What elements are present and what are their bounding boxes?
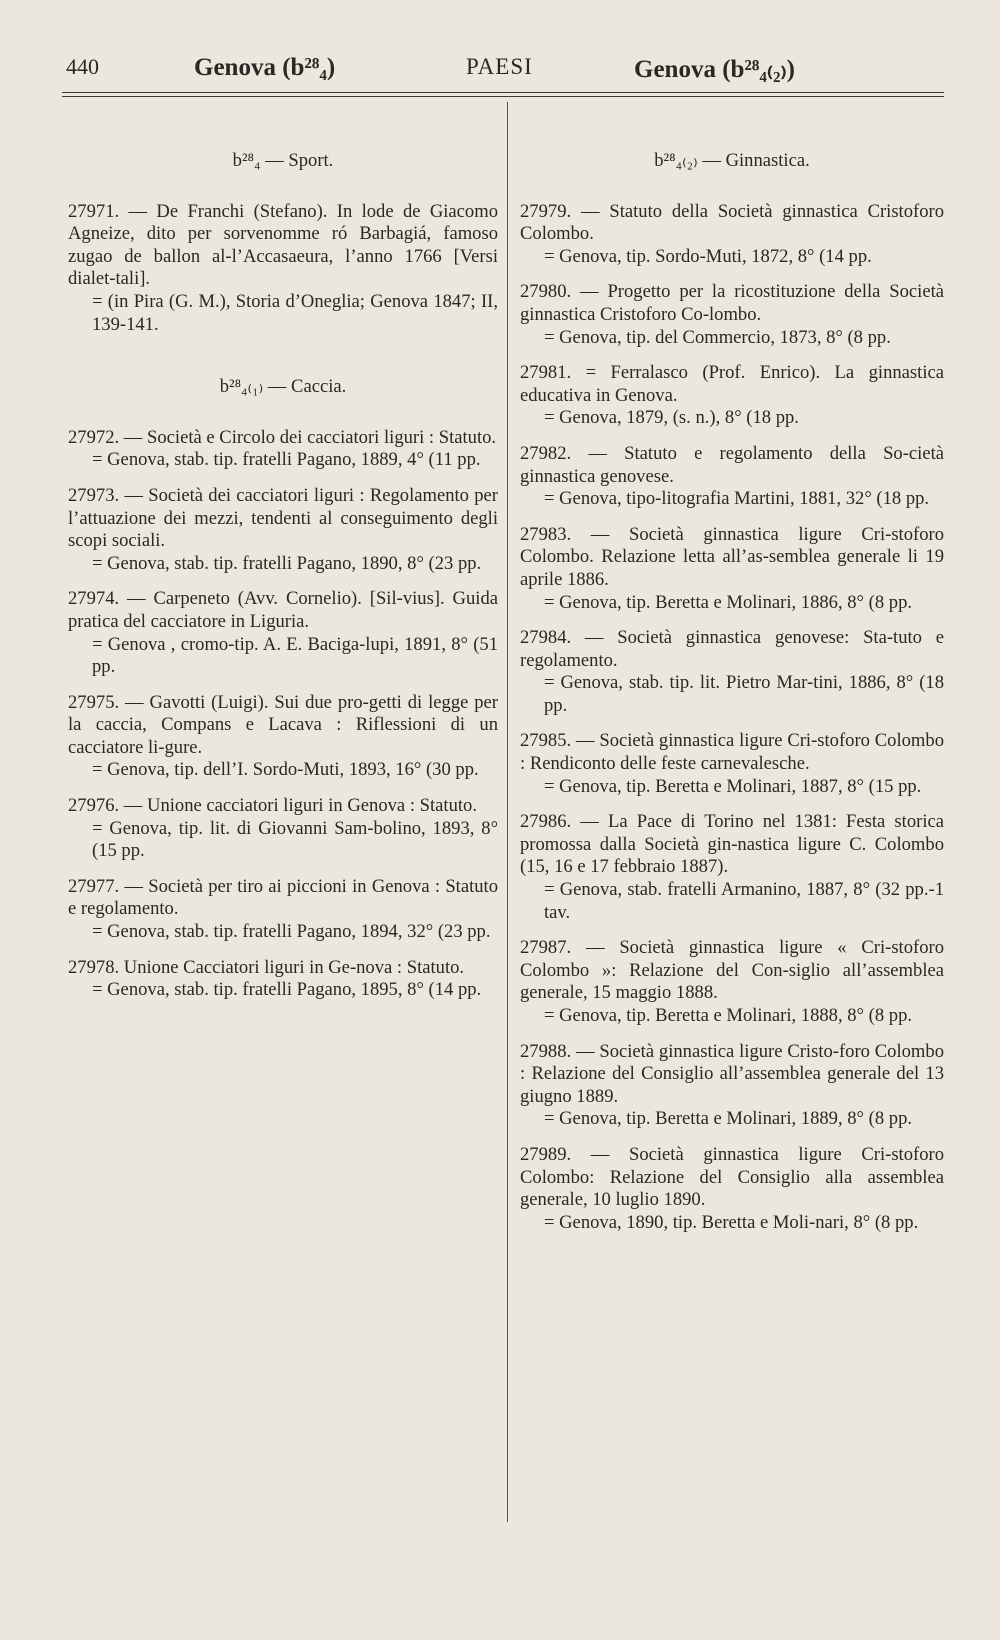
header-rule-double <box>62 96 944 97</box>
entry-27977 <box>68 876 498 944</box>
entry-27975 <box>68 692 498 782</box>
entry-imprint: = Genova , cromo-tip. A. E. Baciga-lupi, 1891, 8° (51 pp. <box>92 633 498 678</box>
entry-imprint: = Genova, tip. Beretta e Molinari, 1889, 8° (8 pp. <box>544 1108 913 1130</box>
entry-imprint: = Genova, tip. del Commercio, 1873, 8° (8 pp. <box>544 326 891 348</box>
entry-27972 <box>68 427 498 472</box>
entry-head: 27979. — Statuto della Società ginnastica Cristoforo Colombo. <box>520 200 944 245</box>
entry-head: 27976. — Unione cacciatori liguri in Genova : Statuto. <box>68 795 477 817</box>
entry-27979 <box>520 201 944 269</box>
column-divider <box>507 102 508 1522</box>
right-running-title: Genova (b²⁸₄₍₂₎) <box>634 56 796 83</box>
entry-imprint: = Genova, tip. lit. di Giovanni Sam-bolino, 1893, 8° (15 pp. <box>92 817 498 862</box>
entry-imprint: = Genova, stab. tip. fratelli Pagano, 1889, 4° (11 pp. <box>92 449 481 471</box>
entry-imprint: = Genova, tipo-litografia Martini, 1881, 32° (18 pp. <box>544 488 930 510</box>
entry-head: 27975. — Gavotti (Luigi). Sui due pro-getti di legge per la caccia, Compans e Lacava : Riflessioni di un cacciatore li-gure. <box>68 691 498 758</box>
entry-27978 <box>68 957 498 1002</box>
entry-head: 27983. — Società ginnastica ligure Cri-stoforo Colombo. Relazione letta all’as-semblea generale li 19 aprile 1886. <box>520 523 944 590</box>
entry-27973 <box>68 485 498 575</box>
left-column <box>68 150 498 1015</box>
entry-27976 <box>68 795 498 863</box>
entry-27989 <box>520 1144 944 1234</box>
entry-head: 27977. — Società per tiro ai piccioni in Genova : Statuto e regolamento. <box>68 875 498 920</box>
entry-head: 27985. — Società ginnastica ligure Cri-stoforo Colombo : Rendiconto delle feste carnevalesche. <box>520 730 944 775</box>
entry-27971 <box>68 201 498 337</box>
entry-27986 <box>520 811 944 924</box>
page-number: 440 <box>66 54 99 79</box>
right-column <box>520 150 944 1247</box>
entry-head: 27986. — La Pace di Torino nel 1381: Festa storica promossa dalla Società gin-nastica ligure C. Colombo (15, 16 e 17 febbraio 1887). <box>520 811 944 878</box>
entry-27974 <box>68 588 498 678</box>
entry-imprint: = Genova, stab. tip. fratelli Pagano, 1890, 8° (23 pp. <box>92 552 482 574</box>
entry-27982 <box>520 443 944 511</box>
entry-head: 27978. Unione Cacciatori liguri in Ge-nova : Statuto. <box>68 956 465 978</box>
entry-27985 <box>520 730 944 798</box>
entry-imprint: = Genova, stab. tip. lit. Pietro Mar-tini, 1886, 8° (18 pp. <box>544 672 944 716</box>
entry-27981 <box>520 362 944 430</box>
entry-head: 27989. — Società ginnastica ligure Cri-stoforo Colombo: Relazione del Consiglio alla assemblea generale, 10 luglio 1890. <box>520 1143 944 1211</box>
entry-imprint: = Genova, stab. tip. fratelli Pagano, 1895, 8° (14 pp. <box>92 979 482 1001</box>
entry-head: 27971. — De Franchi (Stefano). In lode de Giacomo Agneize, dito per sorvenomme ró Barbagiá, famoso zugao de ballon al-l’Accasaeura, l’anno 1766 [Versi dialet-tali]. <box>68 200 498 290</box>
section-heading-sport: b²⁸₄ — Sport. <box>232 150 334 171</box>
entry-imprint: = Genova, tip. Beretta e Molinari, 1886, 8° (8 pp. <box>544 591 913 613</box>
entry-head: 27974. — Carpeneto (Avv. Cornelio). [Sil-vius]. Guida pratica del cacciatore in Liguria. <box>68 588 498 632</box>
entry-head: 27980. — Progetto per la ricostituzione della Società ginnastica Cristoforo Co-lombo. <box>520 281 944 325</box>
running-header <box>62 44 944 94</box>
entry-27983 <box>520 524 944 614</box>
entry-27984 <box>520 627 944 717</box>
entry-head: 27972. — Società e Circolo dei cacciatori liguri : Statuto. <box>68 426 497 448</box>
entry-imprint: = Genova, stab. fratelli Armanino, 1887, 8° (32 pp.-1 tav. <box>544 879 944 923</box>
entry-27980 <box>520 281 944 349</box>
entry-imprint: = (in Pira (G. M.), Storia d’Oneglia; Genova 1847; II, 139-141. <box>92 290 498 335</box>
entry-imprint: = Genova, tip. dell’I. Sordo-Muti, 1893, 16° (30 pp. <box>92 759 479 781</box>
header-rule <box>62 92 944 93</box>
section-heading-caccia: b²⁸₄₍₁₎ — Caccia. <box>219 376 347 398</box>
center-running-title: PAESI <box>466 54 533 79</box>
entry-head: 27982. — Statuto e regolamento della So-cietà ginnastica genovese. <box>520 442 944 487</box>
entry-imprint: = Genova, 1879, (s. n.), 8° (18 pp. <box>544 407 799 429</box>
entry-27988 <box>520 1041 944 1131</box>
entry-head: 27973. — Società dei cacciatori liguri : Regolamento per l’attuazione dei mezzi, tendenti al conseguimento degli scopi sociali. <box>68 484 498 552</box>
section-heading-ginnastica: b²⁸₄₍₂₎ — Ginnastica. <box>654 150 810 171</box>
entry-imprint: = Genova, stab. tip. fratelli Pagano, 1894, 32° (23 pp. <box>92 921 491 943</box>
entry-imprint: = Genova, tip. Beretta e Molinari, 1888, 8° (8 pp. <box>544 1005 913 1026</box>
entry-imprint: = Genova, tip. Sordo-Muti, 1872, 8° (14 pp. <box>544 245 872 267</box>
entry-head: 27987. — Società ginnastica ligure « Cri-stoforo Colombo »: Relazione del Con-siglio all’assemblea generale, 15 maggio 1888. <box>520 937 944 1004</box>
entry-imprint: = Genova, 1890, tip. Beretta e Moli-nari, 8° (8 pp. <box>544 1211 919 1233</box>
entry-head: 27988. — Società ginnastica ligure Cristo-foro Colombo : Relazione del Consiglio all’assemblea generale del 13 giugno 1889. <box>520 1040 944 1107</box>
entry-head: 27984. — Società ginnastica genovese: Sta-tuto e regolamento. <box>520 627 944 671</box>
entry-imprint: = Genova, tip. Beretta e Molinari, 1887, 8° (15 pp. <box>544 775 922 797</box>
entry-27987 <box>520 937 944 1027</box>
entry-head: 27981. = Ferralasco (Prof. Enrico). La ginnastica educativa in Genova. <box>520 362 944 406</box>
left-running-title: Genova (b²⁸₄) <box>194 54 336 81</box>
